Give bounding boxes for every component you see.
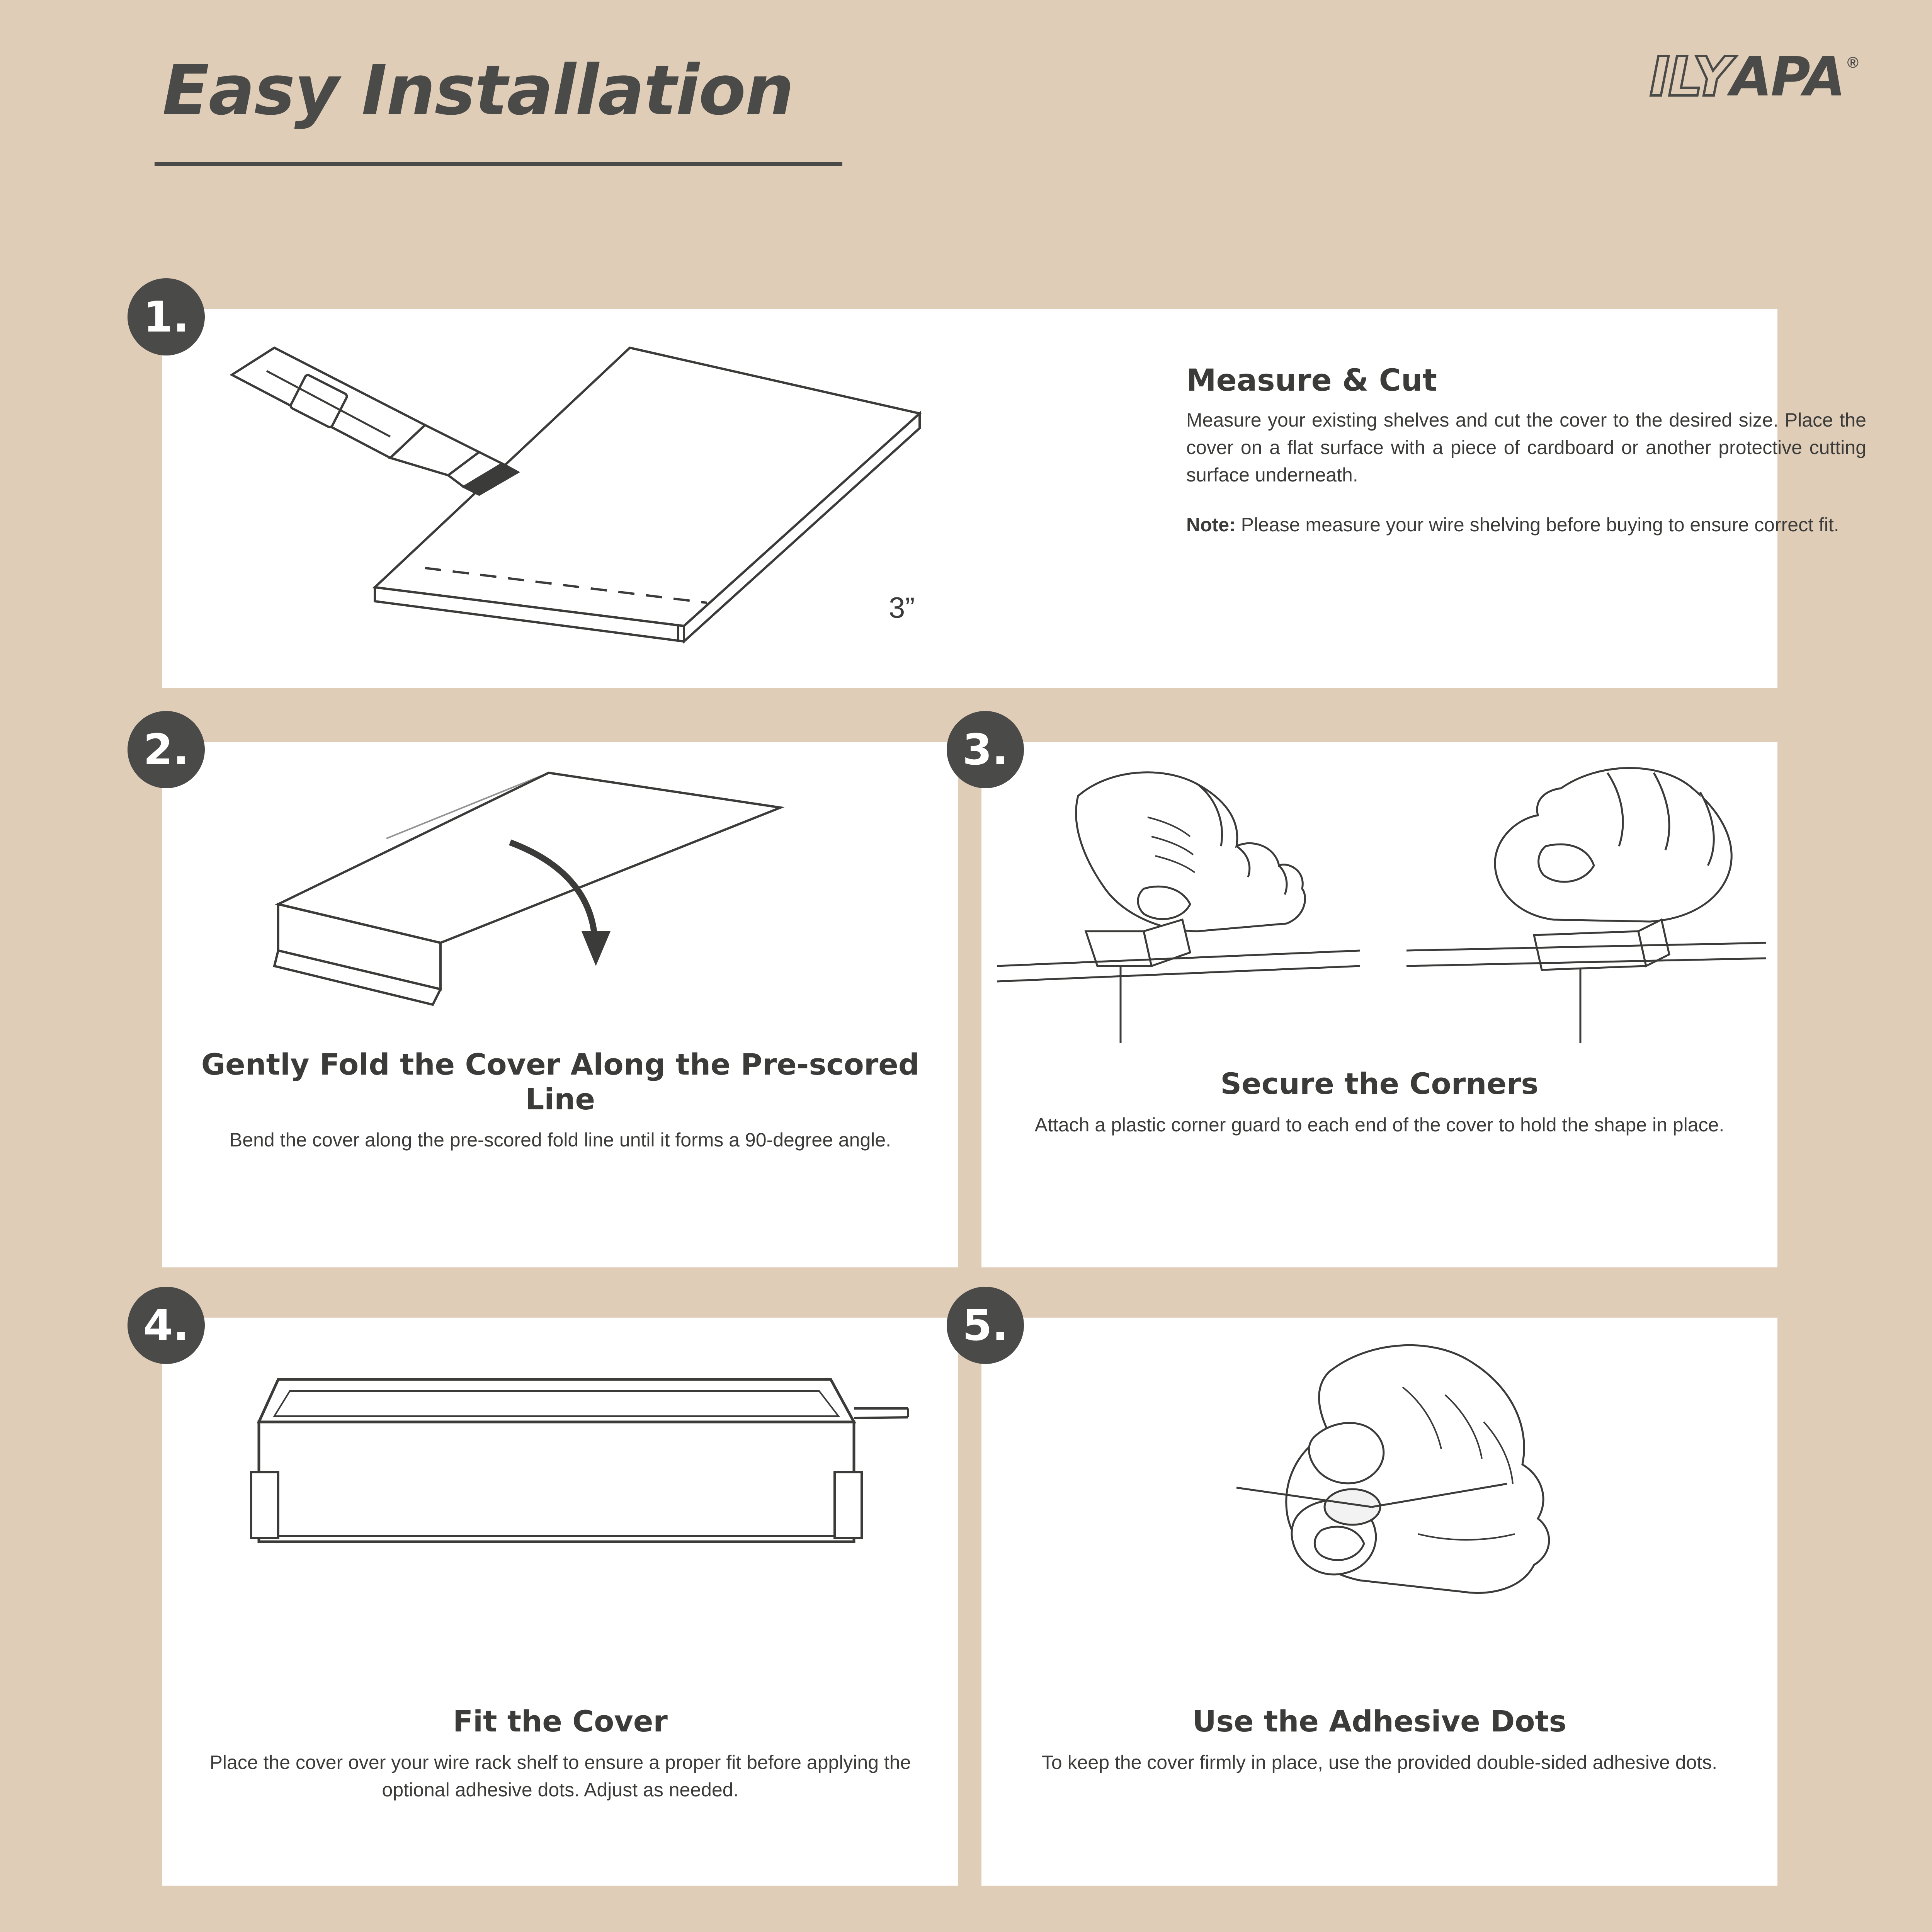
step-card-5 [981,1318,1777,1886]
step-2-caption [185,1047,935,1154]
step-5-illustration [981,1325,1777,1689]
step-3-illustration [981,750,1777,1051]
brand-name-ily: ILY [1650,46,1731,109]
step-card-2 [162,742,958,1267]
step-4-heading: Fit the Cover [453,1704,668,1738]
step-badge-1: 1. [128,278,205,355]
step-4-caption [185,1704,935,1804]
step-3-caption [1005,1066,1754,1139]
registered-trademark-icon: ® [1847,54,1859,71]
step-5-body: To keep the cover firmly in place, use the provided double-sided adhesive dots. [1041,1751,1718,1773]
step-5-heading: Use the Adhesive Dots [1192,1704,1566,1738]
step-1-note-body: Please measure your wire shelving before buying to ensure correct fit. [1235,514,1839,536]
step-1-body: Measure your existing shelves and cut the cover to the desired size. Place the cover on a flat surface with a piece of cardboard or another protective cutting surface underneath. [1186,409,1866,486]
page-header [0,0,1932,216]
step-card-1 [162,309,1866,688]
step-3-heading: Secure the Corners [1220,1066,1539,1101]
step-badge-5: 5. [947,1287,1024,1364]
step-1-dimension-label: 3” [889,592,915,624]
brand-name-apa: APA [1730,46,1844,109]
brand-logo [1650,46,1859,109]
step-2-body: Bend the cover along the pre-scored fold line until it forms a 90-degree angle. [229,1129,891,1151]
step-card-4 [162,1318,958,1886]
step-card-3 [981,742,1777,1267]
step-1-text-block [1186,363,1866,539]
step-1-note [1186,511,1866,539]
step-badge-4: 4. [128,1287,205,1364]
step-3-body: Attach a plastic corner guard to each end of the cover to hold the shape in place. [1034,1114,1725,1136]
step-1-heading: Measure & Cut [1186,363,1437,398]
step-5-caption [1005,1704,1754,1776]
step-4-body: Place the cover over your wire rack shelf to ensure a proper fit before applying the optional adhesive dots. Adjust as needed. [209,1751,911,1801]
title-underline [155,162,842,166]
step-4-illustration [162,1325,958,1689]
step-1-note-label: Note: [1186,514,1236,536]
step-1-illustration [209,325,1051,672]
step-badge-2: 2. [128,711,205,788]
page-title: Easy Installation [162,50,794,130]
step-badge-3: 3. [947,711,1024,788]
step-2-illustration [162,750,958,1043]
step-2-heading: Gently Fold the Cover Along the Pre-scored Line [201,1047,920,1116]
